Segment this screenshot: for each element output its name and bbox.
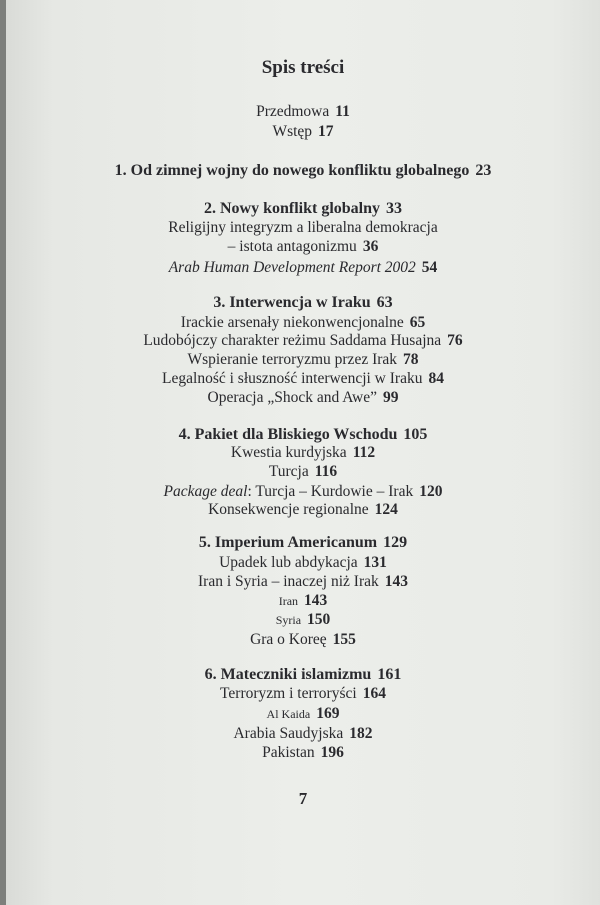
entry-page: 84 [428, 370, 444, 387]
toc-entry [6, 371, 600, 387]
entry-label: Arabia Saudyjska [233, 725, 344, 742]
toc-entry [6, 686, 600, 702]
toc-entry [6, 104, 600, 120]
entry-label: Arab Human Development Report 2002 [168, 259, 416, 276]
entry-page: 164 [362, 685, 386, 702]
entry-label: Upadek lub abdykacja [219, 554, 358, 571]
toc-entry [6, 593, 600, 609]
chapter-page: 63 [376, 294, 393, 311]
entry-page: 116 [314, 463, 338, 480]
entry-label: Iran i Syria – inaczej niż Irak [198, 573, 379, 590]
toc-entry [6, 555, 600, 571]
toc-entry [6, 445, 600, 461]
entry-page: 76 [447, 332, 463, 349]
chapter-label: 4. Pakiet dla Bliskiego Wschodu [178, 426, 398, 443]
entry-label: – istota antagonizmu [227, 238, 357, 255]
entry-page: 54 [421, 259, 438, 276]
entry-page: 78 [403, 351, 419, 368]
toc-entry [6, 464, 600, 480]
toc-entry [6, 333, 600, 349]
toc-entry [6, 390, 600, 406]
entry-page: 182 [349, 725, 373, 742]
toc-chapter [6, 295, 600, 311]
entry-label: Terroryzm i terroryści [220, 685, 357, 702]
chapter-page: 129 [383, 534, 408, 551]
toc-entry [6, 352, 600, 368]
book-page [6, 0, 600, 905]
page-number: 7 [298, 789, 308, 808]
entry-label: Gra o Koreę [250, 631, 327, 648]
entry-page: 124 [374, 501, 398, 518]
entry-page: 143 [384, 573, 408, 590]
toc-entry [6, 260, 600, 276]
entry-page: 131 [363, 554, 387, 571]
toc-chapter [6, 163, 600, 179]
entry-page: 150 [307, 611, 331, 628]
toc-entry [6, 239, 600, 255]
chapter-page: 161 [377, 666, 402, 683]
toc-entry [6, 220, 600, 236]
toc-chapter [6, 535, 600, 551]
entry-label: Religijny integryzm a liberalna demokracja [168, 219, 438, 236]
entry-label: Operacja „Shock and Awe” [207, 389, 377, 406]
entry-label: Przedmowa [256, 103, 330, 120]
entry-label: Turcja [268, 463, 309, 480]
chapter-label: 1. Od zimnej wojny do nowego konfliktu globalnego [114, 162, 470, 179]
entry-label: Ludobójczy charakter reżimu Saddama Husajna [143, 332, 442, 349]
toc-entry [6, 502, 600, 518]
toc-title: Spis treści [261, 57, 345, 78]
entry-page: 11 [335, 103, 350, 120]
entry-page: 169 [316, 705, 340, 722]
toc-chapter [6, 427, 600, 443]
chapter-page: 23 [475, 162, 492, 179]
entry-page: 36 [362, 238, 379, 255]
chapter-label: 6. Mateczniki islamizmu [204, 666, 372, 683]
entry-label: Irackie arsenały niekonwencjonalne [180, 314, 404, 331]
entry-label: Syria [275, 613, 302, 627]
entry-page: 143 [304, 592, 328, 609]
entry-label: Legalność i słuszność interwencji w Iraku [162, 370, 423, 387]
toc-entry [6, 632, 600, 648]
entry-page: 120 [419, 483, 443, 500]
toc-entry [6, 484, 600, 500]
entry-page: 112 [352, 444, 376, 461]
entry-page: 155 [332, 631, 356, 648]
toc-entry [6, 706, 600, 722]
toc-entry [6, 315, 600, 331]
chapter-page: 33 [386, 200, 403, 217]
entry-label: Wstęp [272, 123, 313, 140]
entry-page: 196 [320, 744, 344, 761]
toc-entry [6, 745, 600, 761]
entry-page: 65 [409, 314, 426, 331]
entry-label-rest: : Turcja – Kurdowie – Irak [247, 483, 414, 500]
chapter-label: 2. Nowy konflikt globalny [203, 200, 381, 217]
toc-chapter [6, 201, 600, 217]
chapter-label: 5. Imperium Americanum [198, 534, 378, 551]
entry-label: Iran [278, 594, 299, 608]
entry-page: 99 [382, 389, 399, 406]
entry-label-italic: Package deal [163, 483, 248, 500]
chapter-page: 105 [403, 426, 428, 443]
entry-label: Al Kaida [266, 707, 311, 721]
entry-label: Konsekwencje regionalne [208, 501, 369, 518]
toc-entry [6, 726, 600, 742]
entry-page: 17 [318, 123, 334, 140]
toc-entry [6, 574, 600, 590]
entry-label: Wspieranie terroryzmu przez Irak [187, 351, 398, 368]
entry-label: Pakistan [262, 744, 315, 761]
toc-chapter [6, 667, 600, 683]
chapter-label: 3. Interwencja w Iraku [213, 294, 371, 311]
entry-label: Kwestia kurdyjska [230, 444, 347, 461]
toc-entry [6, 124, 600, 140]
toc-entry [6, 612, 600, 628]
